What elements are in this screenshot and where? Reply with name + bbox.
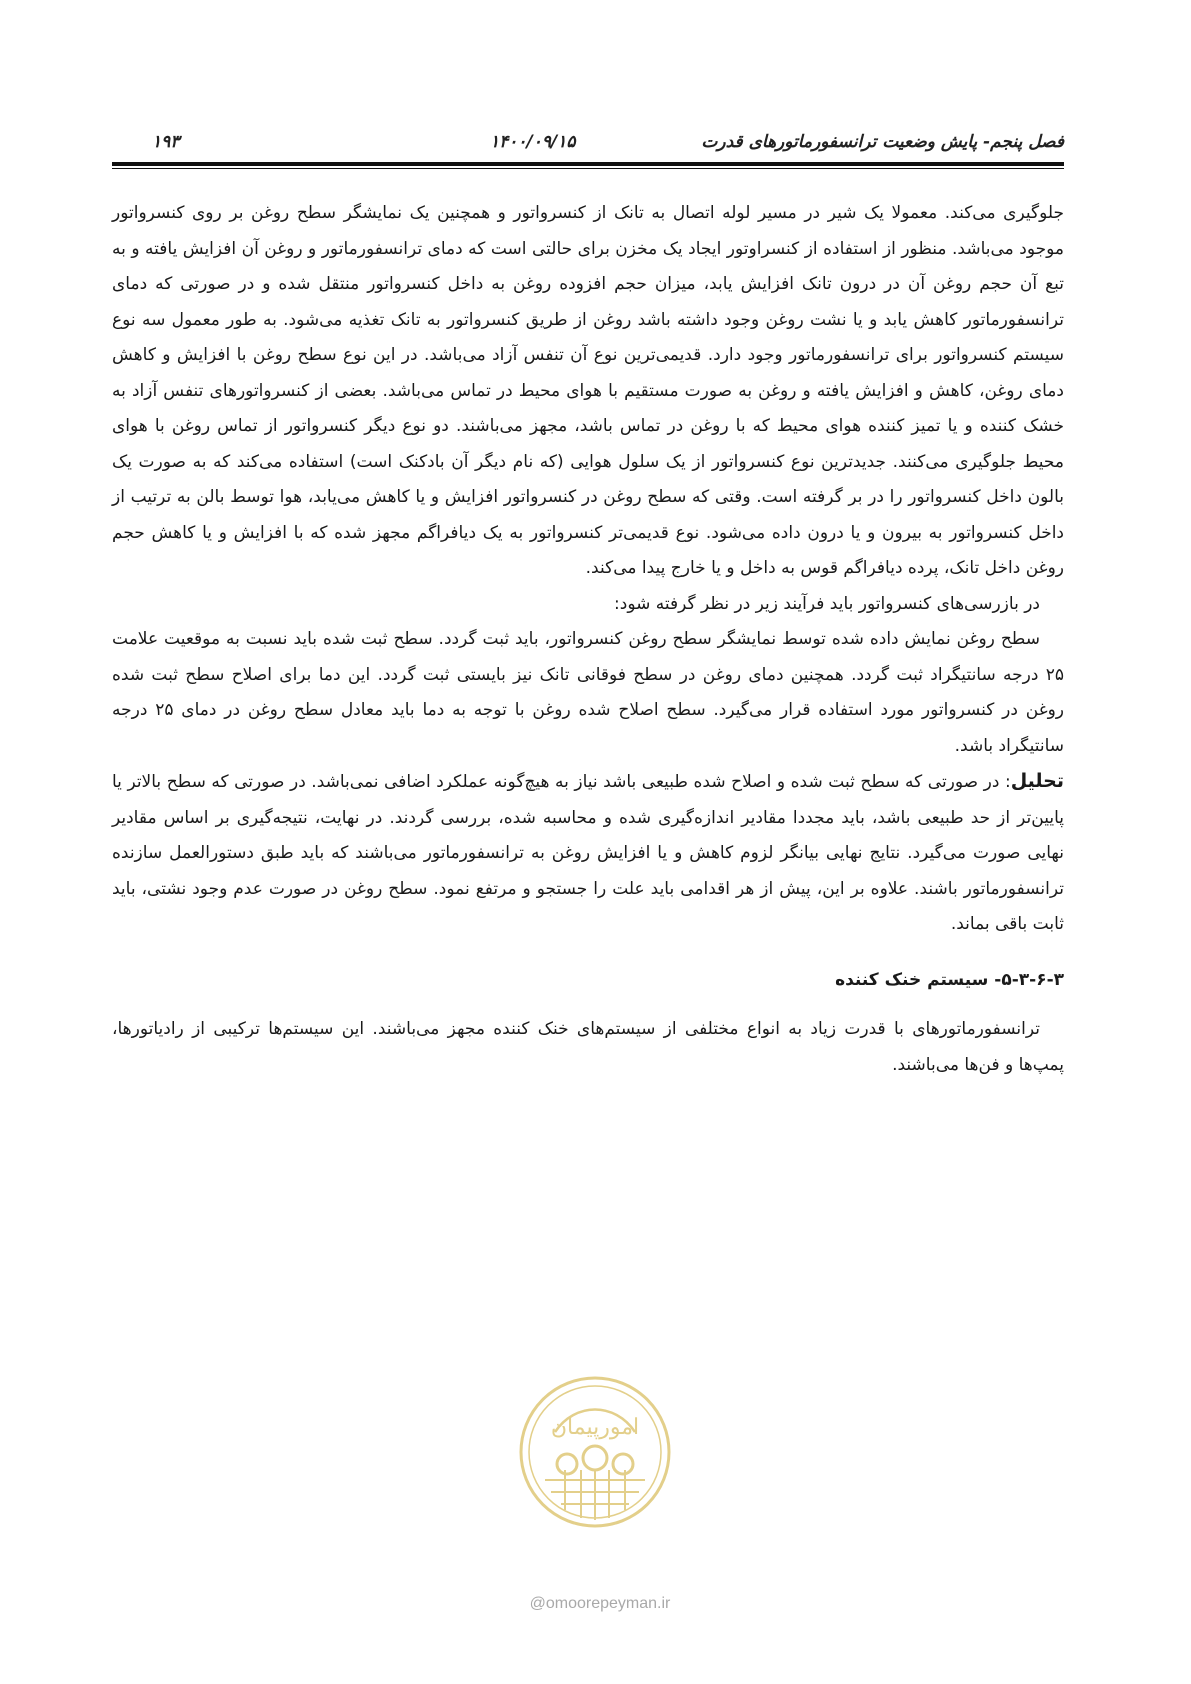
paragraph-cooling: ترانسفورماتورهای با قدرت زیاد به انواع مختلفی از سیستم‌های خنک کننده مجهز می‌باشند. این سیستم‌ها ترکیبی از رادیاتورها، پمپ‌ها و فن‌ها می‌باشند. bbox=[112, 1019, 1064, 1075]
watermark-seal bbox=[515, 1372, 675, 1532]
analysis-text: : در صورتی که سطح ثبت شده و اصلاح شده طبیعی باشد نیاز به هیچ‌گونه عملکرد اضافی نمی‌باشد. در صورتی که سطح بالاتر یا پایین‌تر از حد طبیعی باشد، باید مجددا مقادیر اندازه‌گیری شده و محاسبه شده، بررسی گردند. در نهایت، نتیجه‌گیری بر اساس مقادیر نهایی صورت می‌گیرد. نتایج نهایی بیانگر لزوم کاهش و یا افزایش روغن به ترانسفورماتور می‌باشند که باید طبق دستورالعمل سازنده ترانسفورماتور باشند. علاوه بر این، پیش از هر اقدامی باید علت را جستجو و مرتفع نمود. سطح روغن در صورت عدم وجود نشتی، باید ثابت باقی بماند. bbox=[112, 772, 1064, 934]
paragraph-oil-level: سطح روغن نمایش داده شده توسط نمایشگر سطح روغن کنسرواتور، باید ثبت گردد. سطح ثبت شده باید نسبت به موقعیت علامت ۲۵ درجه سانتیگراد ثبت گردد. همچنین دمای روغن در سطح فوقانی تانک نیز بایستی ثبت گردد. این دما برای اصلاح سطح ثبت شده روغن در کنسرواتور مورد استفاده قرار می‌گیرد. سطح اصلاح شده روغن با توجه به دما باید معادل سطح روغن در دمای ۲۵ درجه سانتیگراد باشد. bbox=[112, 629, 1064, 756]
body-text bbox=[112, 196, 1064, 1083]
page-number: ۱۹۳ bbox=[152, 132, 180, 152]
header-rule-thin bbox=[112, 168, 1064, 169]
header-date: ۱۴۰۰/۰۹/۱۵ bbox=[490, 132, 576, 152]
paragraph-inspection-intro: در بازرسی‌های کنسرواتور باید فرآیند زیر در نظر گرفته شود: bbox=[614, 593, 1040, 614]
header-rule bbox=[112, 162, 1064, 166]
chapter-title: فصل پنجم- پایش وضعیت ترانسفورماتورهای قدرت bbox=[701, 132, 1064, 152]
paragraph-analysis bbox=[112, 764, 1064, 943]
page-header bbox=[112, 128, 1064, 158]
paragraph-conservator: جلوگیری می‌کند. معمولا یک شیر در مسیر لوله اتصال به تانک از کنسرواتور و همچنین یک نمایشگر سطح روغن بر روی کنسرواتور موجود می‌باشد. منظور از استفاده از کنسراوتور ایجاد یک مخزن برای حالتی است که دمای ترانسفورماتور و روغن آن افزایش یافته و به تبع آن حجم روغن آن در درون تانک افزایش یابد، میزان حجم افزوده روغن به داخل کنسرواتور منتقل شده و در صورتی که دمای ترانسفورماتور کاهش یابد و یا نشت روغن وجود داشته باشد روغن از طریق کنسرواتور به تانک تغذیه می‌شود. به طور معمول سه نوع سیستم کنسرواتور برای ترانسفورماتور وجود دارد. قدیمی‌ترین نوع آن تنفس آزاد می‌باشد. در این نوع سطح روغن با افزایش و کاهش دمای روغن، کاهش و افزایش یافته و روغن به صورت مستقیم با هوای محیط در تماس می‌باشد. بعضی از کنسرواتورهای تنفس آزاد به خشک کننده و یا تمیز کننده هوای محیط که با روغن در تماس باشد، مجهز می‌باشند. دو نوع دیگر کنسرواتور از تماس روغن با هوای محیط جلوگیری می‌کنند. جدیدترین نوع کنسرواتور از یک سلول هوایی (که نام دیگر آن بادکنک است) استفاده می‌کند که به صورت یک بالون داخل کنسرواتور را در بر گرفته است. وقتی که سطح روغن در کنسرواتور افزایش و یا کاهش می‌یابد، هوا توسط بالن به ترتیب از داخل کنسرواتور به بیرون و یا درون داده می‌شود. نوع قدیمی‌تر کنسرواتور به یک دیافراگم مجهز شده که با افزایش و یا کاهش حجم روغن داخل تانک، پرده دیافراگم قوس به داخل و یا خارج پیدا می‌کند. bbox=[112, 203, 1064, 578]
seal-text: امورپیمان bbox=[550, 1415, 640, 1440]
section-heading: ۵-۳-۶-۳- سیستم خنک کننده bbox=[835, 969, 1064, 990]
watermark-url: @omoorepeyman.ir bbox=[529, 1595, 671, 1612]
analysis-label: تحلیل bbox=[1010, 770, 1064, 792]
